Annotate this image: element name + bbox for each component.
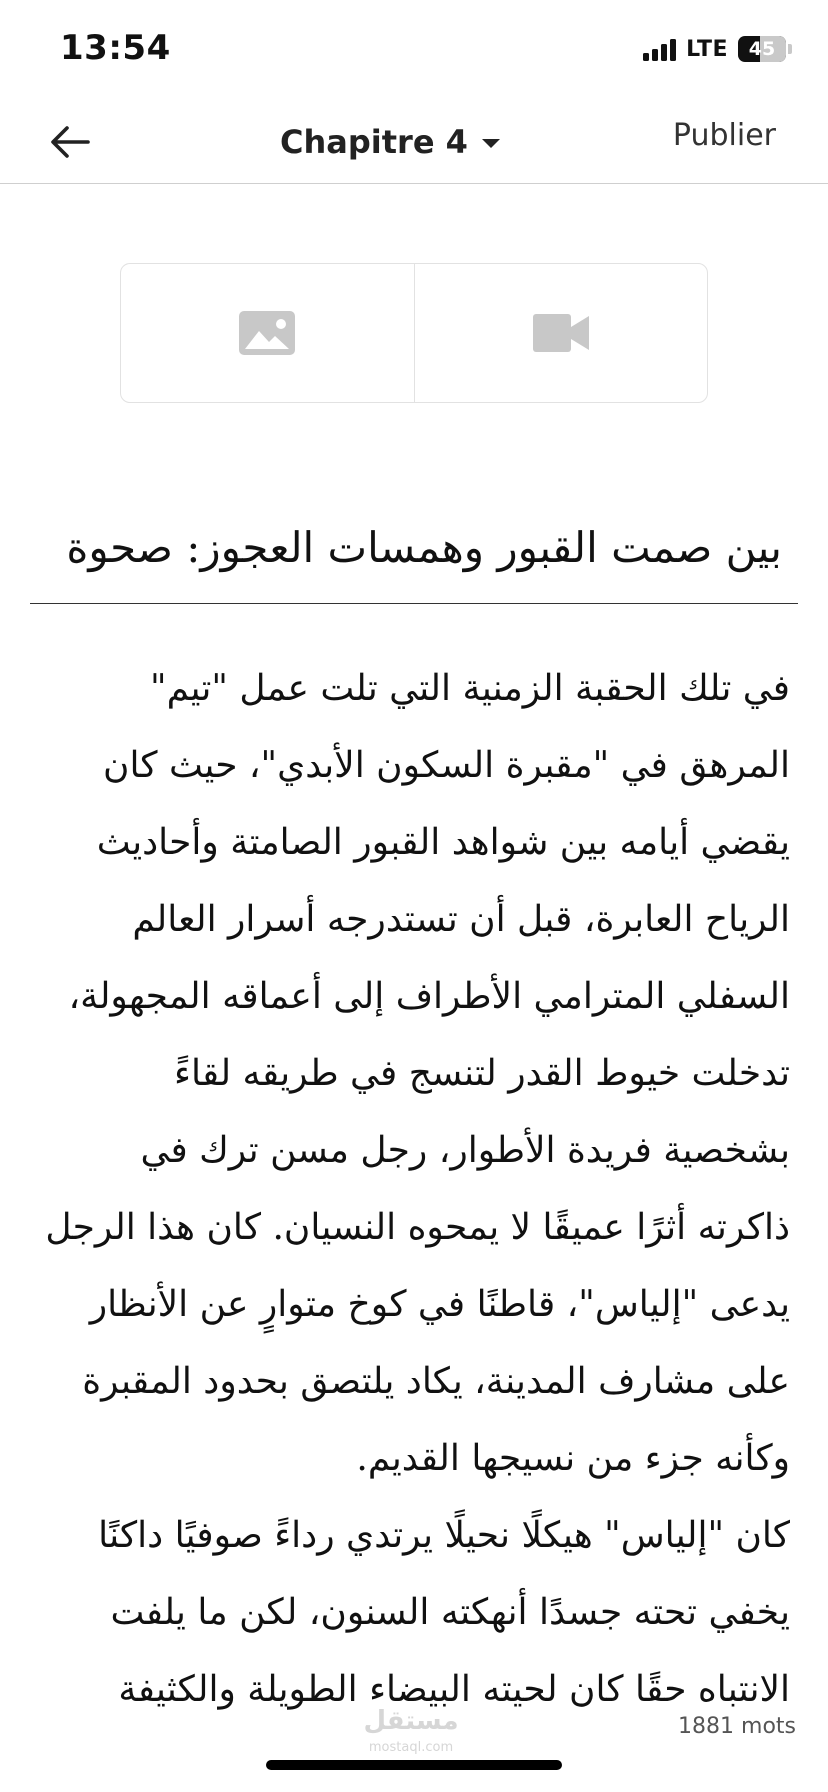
- status-indicators: [643, 34, 792, 64]
- arrow-left-icon: [50, 125, 90, 159]
- media-insert-box: [120, 263, 708, 403]
- back-button[interactable]: [44, 116, 96, 168]
- add-video-button[interactable]: [414, 264, 708, 402]
- word-count: 1881 mots: [678, 1714, 796, 1739]
- battery-level: 45: [748, 38, 776, 60]
- body-paragraph: كان "إلياس" هيكلًا نحيلًا يرتدي رداءً صوفيًا داكنًا يخفي تحته جسدًا أنهكته السنون، لكن ما يلفت الانتباه حقًا كان لحيته البيضاء الطويلة والكثيفة: [98, 1515, 790, 1710]
- watermark-logo: مستقل: [363, 1706, 459, 1736]
- battery-icon: [738, 36, 786, 62]
- watermark-url: mostaql.com: [368, 1740, 454, 1755]
- story-title: بين صمت القبور وهمسات العجوز: صحوة: [66, 523, 782, 572]
- video-camera-icon: [533, 314, 589, 352]
- home-indicator[interactable]: [266, 1760, 562, 1770]
- chapter-selector[interactable]: [280, 114, 500, 170]
- status-time: 13:54: [60, 28, 171, 68]
- status-bar: [0, 0, 828, 100]
- network-type: LTE: [686, 36, 728, 62]
- story-body-editor[interactable]: [40, 650, 790, 1730]
- chevron-down-icon: [482, 139, 500, 148]
- story-title-field[interactable]: [30, 506, 798, 604]
- signal-strength-icon: [643, 37, 676, 61]
- publish-button[interactable]: Publier: [672, 118, 776, 153]
- editor-nav-bar: [0, 100, 828, 184]
- battery-tip: [788, 44, 792, 54]
- image-icon: [239, 311, 295, 355]
- chapter-title: Chapitre 4: [280, 123, 468, 161]
- body-paragraph: في تلك الحقبة الزمنية التي تلت عمل "تيم" المرهق في "مقبرة السكون الأبدي"، حيث كان يقضي أيامه بين شواهد القبور الصامتة وأحاديث الرياح العابرة، قبل أن تستدرجه أسرار العالم السفلي المترامي الأطراف إلى أعماقه المجهولة، تدخلت خيوط القدر لتنسج في طريقه لقاءً بشخصية فريدة الأطوار، رجل مسن ترك في ذاكرته أثرًا عميقًا لا يمحوه النسيان. كان هذا الرجل يدعى "إلياس"، قاطنًا في كوخ متوارٍ عن الأنظار على مشارف المدينة، يكاد يلتصق بحدود المقبرة وكأنه جزء من نسيجها القديم.: [45, 668, 790, 1479]
- add-image-button[interactable]: [121, 264, 414, 402]
